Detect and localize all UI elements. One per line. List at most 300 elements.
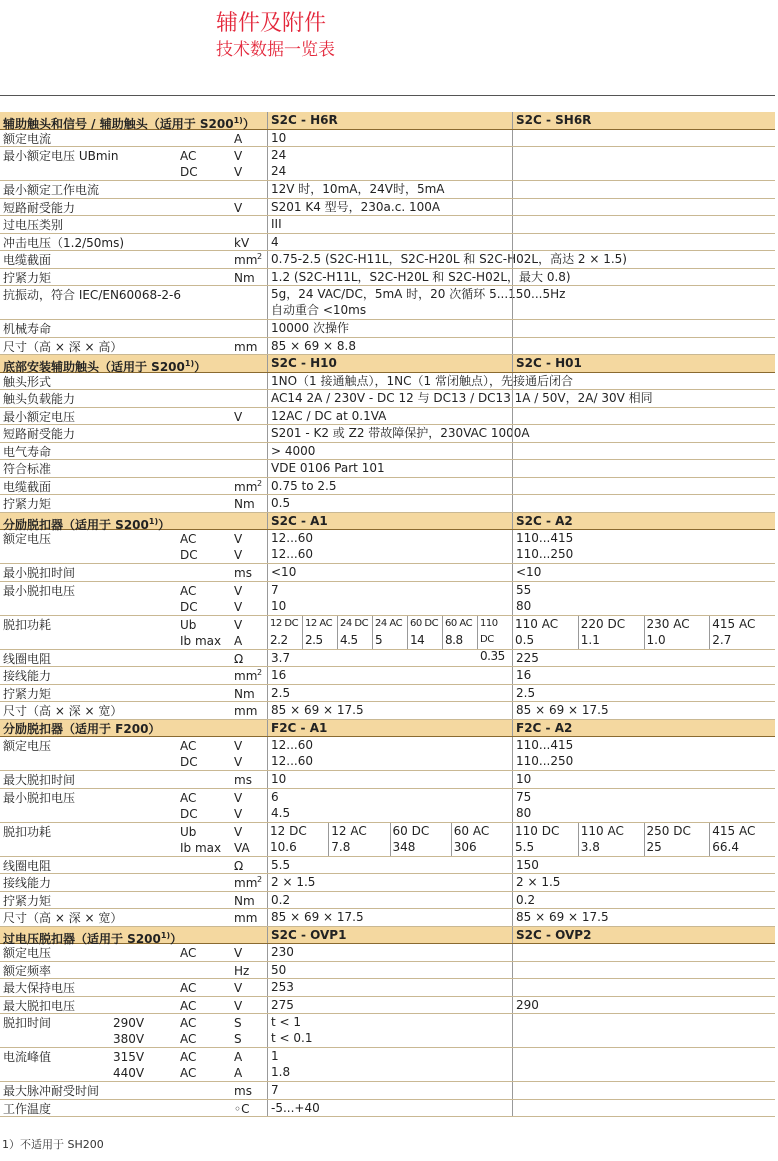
row-voltage-1: 315V — [113, 1050, 145, 1064]
value-a: 16 — [267, 667, 286, 684]
value-a-1: 12...60 — [271, 531, 313, 545]
row-label: 尺寸（高 × 深 × 宽） — [3, 704, 123, 718]
row-unit-2: V — [234, 548, 243, 562]
section-title-text: 分励脱扣器（适用于 F200） — [3, 721, 161, 736]
spec-row — [0, 269, 775, 287]
row-label: 抗振动，符合 IEC/EN60068-2-6 — [3, 288, 182, 302]
row-unit: mm — [234, 704, 258, 718]
row-unit-1: V — [234, 824, 243, 839]
value-b-2: 110...250 — [516, 754, 574, 768]
row-unit: Nm — [234, 686, 255, 701]
row-unit-2: V — [234, 806, 243, 821]
value-b — [512, 425, 516, 442]
value-a: 275 — [267, 997, 294, 1014]
value-b — [512, 269, 516, 286]
value-a: 3.7 — [267, 650, 290, 667]
row-sub-1: AC — [180, 1050, 197, 1064]
value-a: 4 — [267, 234, 279, 251]
spec-row — [0, 685, 775, 703]
value-b — [512, 234, 516, 251]
value-b: 225 — [512, 650, 539, 667]
row-sub-2: AC — [180, 1066, 197, 1080]
row-label: 拧紧力矩 — [3, 270, 52, 285]
row-label: 脱扣时间 — [3, 1016, 52, 1030]
row-unit: mm — [234, 339, 258, 354]
value-a-1: 5g，24 VAC/DC，5mA 时，20 次循环 5...150...5Hz — [271, 287, 566, 301]
value-a: 7 — [267, 1082, 279, 1099]
power-cell-header: 110 AC — [515, 616, 559, 631]
power-cell-b — [709, 823, 775, 856]
row-sub-1: Ub — [180, 824, 197, 839]
power-cell-b — [644, 823, 710, 856]
value-a: S201 - K2 或 Z2 带故障保护，230VAC 1000A — [267, 425, 530, 442]
row-label: 拧紧力矩 — [3, 497, 52, 511]
row-unit: ms — [234, 566, 252, 580]
value-a: 0.75 to 2.5 — [267, 478, 336, 495]
value-a: 5.5 — [267, 857, 290, 874]
spec-row-double — [0, 582, 775, 616]
power-cell-value: 3.8 — [580, 839, 600, 854]
spec-row — [0, 460, 775, 478]
value-a: 2.5 — [267, 685, 290, 702]
section-title — [3, 721, 160, 737]
power-cell-header: 60 AC — [453, 823, 490, 838]
spec-row — [0, 338, 775, 356]
value-b — [512, 286, 516, 319]
unit-sup: 2 — [257, 668, 263, 677]
spec-row-double — [0, 147, 775, 181]
spec-row — [0, 251, 775, 269]
value-b — [512, 130, 516, 147]
value-a: 10 — [267, 130, 286, 147]
value-b: 16 — [512, 667, 531, 684]
row-label: 尺寸（高 × 深 × 宽） — [3, 911, 123, 925]
value-b — [512, 495, 516, 512]
power-cell-header: 24 DC — [340, 617, 369, 629]
row-sub-2: DC — [180, 165, 198, 179]
row-sub-2: Ib max — [180, 840, 222, 855]
row-label: 触头负载能力 — [3, 392, 76, 406]
spec-row — [0, 944, 775, 962]
row-label: 最小脱扣电压 — [3, 583, 76, 598]
row-sub-2: Ib max — [180, 633, 222, 648]
value-a-2: 12...60 — [271, 754, 313, 768]
row-sub: AC — [180, 998, 197, 1013]
unit-sup: 2 — [257, 252, 263, 261]
value-a: 253 — [267, 979, 294, 996]
value-b: 150 — [512, 857, 539, 874]
power-cell-b — [644, 616, 710, 649]
title-line1: 辅件及附件 — [216, 11, 327, 36]
row-unit: Ω — [234, 858, 244, 873]
section-title-close: ） — [242, 117, 255, 131]
row-sub-1: AC — [180, 1016, 197, 1030]
row-unit: mm — [234, 911, 258, 925]
unit-sup: 2 — [257, 478, 263, 488]
value-a: 85 × 69 × 17.5 — [267, 909, 364, 926]
spec-row — [0, 702, 775, 720]
column-a-model: S2C - OVP1 — [267, 927, 346, 944]
power-cell-value: 14 — [410, 632, 425, 647]
row-label: 脱扣功耗 — [3, 617, 52, 632]
value-a: 10 — [267, 771, 286, 788]
section-title-text: 过电压脱扣器（适用于 S200 — [3, 931, 161, 946]
power-cell-a — [407, 616, 442, 649]
row-unit: kV — [234, 235, 250, 250]
row-label: 额定电流 — [3, 131, 52, 146]
value-b-2: 80 — [516, 598, 532, 613]
spec-row — [0, 478, 775, 496]
row-sub-2: DC — [180, 548, 198, 562]
value-a: 1NO（1 接通触点），1NC（1 常闭触点），先接通后闭合 — [267, 373, 573, 390]
spec-row — [0, 1082, 775, 1100]
row-label: 最小额定工作电流 — [3, 183, 100, 197]
row-sub-2: AC — [180, 1032, 197, 1046]
value-a: III — [267, 216, 282, 233]
value-a: AC14 2A / 230V - DC 12 与 DC13 / DC13 1A / 50V，2A/ 30V 相同 — [267, 390, 653, 407]
power-cell-header: 12 DC — [270, 823, 307, 838]
spec-row — [0, 320, 775, 338]
value-b: 2.5 — [512, 685, 535, 702]
row-label: 最小脱扣电压 — [3, 790, 76, 805]
row-label: 最小额定电压 — [3, 409, 76, 424]
value-a: 230 — [267, 944, 294, 961]
power-cell-value: 1.0 — [646, 632, 666, 647]
spec-row-double — [0, 789, 775, 823]
row-unit: Nm — [234, 497, 255, 511]
row-sub-2: DC — [180, 755, 198, 769]
value-b — [512, 737, 573, 770]
row-label: 电缆截面 — [3, 253, 52, 267]
title-line2: 技术数据一览表 — [216, 40, 335, 60]
row-unit: Hz — [234, 963, 250, 978]
row-voltage-2: 380V — [113, 1032, 145, 1046]
row-label: 过电压类别 — [3, 218, 64, 232]
power-cell-b — [709, 616, 775, 649]
row-label: 最小脱扣时间 — [3, 566, 76, 580]
column-a-model: S2C - A1 — [267, 513, 328, 530]
value-a-2: 12...60 — [271, 547, 313, 561]
row-label: 短路耐受能力 — [3, 200, 76, 215]
value-b — [512, 408, 516, 425]
row-voltage-1: 290V — [113, 1016, 145, 1030]
value-a-2: 24 — [271, 164, 287, 178]
value-b — [512, 944, 516, 961]
power-cell-value: 0.5 — [515, 632, 535, 647]
row-label: 工作温度 — [3, 1101, 52, 1116]
value-b-1: 75 — [516, 789, 532, 804]
row-label: 最小额定电压 UBmin — [3, 149, 119, 163]
value-a: 2 × 1.5 — [267, 874, 315, 891]
row-sub: AC — [180, 981, 197, 995]
section-title-text: 辅助触头和信号 / 辅助触头（适用于 S200 — [3, 117, 234, 131]
spec-row — [0, 962, 775, 980]
value-a: S201 K4 型号，230a.c. 100A — [267, 199, 440, 216]
row-unit-2: A — [234, 1066, 243, 1080]
row-label: 最大脱扣时间 — [3, 773, 76, 787]
value-a-2: t < 0.1 — [271, 1031, 313, 1045]
power-cell-header: 110 DC — [515, 823, 560, 838]
spec-row — [0, 874, 775, 892]
row-unit: V — [234, 409, 243, 424]
value-a — [267, 582, 286, 615]
spec-row — [0, 650, 775, 668]
power-cell-a — [442, 616, 477, 649]
value-b — [512, 1048, 516, 1081]
power-cell-header: 12 AC — [331, 823, 367, 838]
section-title-close: ） — [194, 360, 207, 374]
row-label: 线圈电阻 — [3, 651, 52, 666]
value-b — [512, 216, 516, 233]
spec-row — [0, 857, 775, 875]
s2-header — [0, 355, 775, 373]
value-b: 290 — [512, 997, 539, 1014]
row-unit: ms — [234, 1084, 252, 1098]
spec-row — [0, 1100, 775, 1118]
value-b-1: 110...415 — [516, 738, 574, 752]
spec-row — [0, 443, 775, 461]
row-label: 接线能力 — [3, 876, 52, 890]
spec-row — [0, 909, 775, 927]
value-a-1: 1 — [271, 1049, 279, 1063]
row-unit: mm — [234, 479, 258, 494]
row-label: 额定电压 — [3, 739, 52, 753]
power-cell-value: 348 — [392, 839, 416, 854]
column-b-model: S2C - OVP2 — [512, 927, 591, 944]
power-cell-value: 10.6 — [270, 839, 297, 854]
power-cell-header: 12 AC — [305, 617, 333, 629]
value-b-1: 110...415 — [516, 531, 574, 545]
row-label: 尺寸（高 × 深 × 高） — [3, 339, 123, 354]
spec-row — [0, 390, 775, 408]
value-a — [267, 789, 290, 822]
value-b: <10 — [512, 564, 541, 581]
row-label: 拧紧力矩 — [3, 893, 52, 908]
row-label: 电气寿命 — [3, 444, 52, 459]
spec-row — [0, 425, 775, 443]
spec-row-double — [0, 737, 775, 771]
section-title-text: 底部安装辅助触头（适用于 S200 — [3, 360, 185, 374]
power-cell-b — [512, 616, 578, 649]
power-cell-value: 25 — [646, 839, 662, 854]
value-a: 0.5 — [267, 495, 290, 512]
value-a: 85 × 69 × 8.8 — [267, 338, 356, 355]
value-b — [512, 390, 516, 407]
s1-header — [0, 112, 775, 130]
power-cell-a — [372, 616, 407, 649]
power-cell-header: 110 AC — [580, 823, 624, 838]
value-b-1: 55 — [516, 582, 532, 597]
value-b: 2 × 1.5 — [512, 874, 560, 891]
spec-row — [0, 181, 775, 199]
row-sub-2: DC — [180, 806, 198, 821]
value-a: 12AC / DC at 0.1VA — [267, 408, 386, 425]
row-unit-2: A — [234, 633, 243, 648]
value-a-1: 12...60 — [271, 738, 313, 752]
spec-row — [0, 373, 775, 391]
row-unit: V — [234, 946, 243, 960]
top-divider — [0, 95, 775, 96]
value-a: 85 × 69 × 17.5 — [267, 702, 364, 719]
s5-header — [0, 927, 775, 945]
value-a: 10000 次操作 — [267, 320, 349, 337]
row-unit-1: V — [234, 583, 243, 598]
spec-row — [0, 997, 775, 1015]
row-unit-1: A — [234, 1050, 243, 1064]
power-cell-value: 1.1 — [580, 632, 600, 647]
power-cell-b — [578, 616, 644, 649]
spec-row — [0, 216, 775, 234]
spec-row — [0, 667, 775, 685]
power-cell-a — [477, 616, 512, 663]
power-cell-value: 5.5 — [515, 839, 535, 854]
power-cell-header: 230 AC — [646, 616, 690, 631]
spec-row — [0, 892, 775, 910]
row-sub: AC — [180, 946, 197, 960]
row-label: 接线能力 — [3, 669, 52, 683]
s3-header — [0, 513, 775, 531]
value-b — [512, 962, 516, 979]
power-cell-b — [578, 823, 644, 856]
value-a — [267, 147, 286, 180]
row-unit-1: V — [234, 617, 243, 632]
value-a: <10 — [267, 564, 296, 581]
row-unit-2: V — [234, 755, 243, 769]
spec-row — [0, 771, 775, 789]
footnote-ref: 1) — [160, 930, 171, 940]
power-cell-value: 4.5 — [340, 632, 358, 647]
power-cell-a — [267, 823, 328, 856]
spec-row-double — [0, 286, 775, 320]
power-cell-b — [512, 823, 578, 856]
column-b-model: S2C - H01 — [512, 355, 582, 372]
power-row — [0, 823, 775, 857]
row-label: 符合标准 — [3, 462, 52, 476]
row-label: 触头形式 — [3, 374, 52, 389]
value-b — [512, 478, 516, 495]
value-a-2: 自动重合 <10ms — [271, 303, 367, 317]
value-b: 10 — [512, 771, 531, 788]
value-a — [267, 1014, 312, 1047]
value-b — [512, 582, 531, 615]
spec-row — [0, 408, 775, 426]
row-label: 最大保持电压 — [3, 981, 76, 995]
row-label: 脱扣功耗 — [3, 824, 52, 839]
spec-row — [0, 199, 775, 217]
value-b: 0.2 — [512, 892, 535, 909]
power-cell-header: 24 AC — [375, 617, 403, 629]
value-a: 0.2 — [267, 892, 290, 909]
row-unit: ms — [234, 773, 252, 787]
value-b — [512, 789, 531, 822]
spec-row — [0, 564, 775, 582]
value-b — [512, 181, 516, 198]
row-unit-2: V — [234, 165, 243, 179]
column-a-model: S2C - H6R — [267, 112, 338, 129]
power-cell-value: 5 — [375, 632, 383, 647]
row-unit-2: VA — [234, 840, 250, 855]
power-cell-value: 66.4 — [712, 839, 739, 854]
value-b — [512, 251, 516, 268]
section-title-close: ） — [170, 931, 183, 946]
value-a — [267, 1048, 290, 1081]
row-unit: V — [234, 200, 243, 215]
power-cell-header: 415 AC — [712, 823, 756, 838]
value-b — [512, 199, 516, 216]
value-a-1: t < 1 — [271, 1015, 302, 1029]
value-a: -5...+40 — [267, 1100, 320, 1117]
row-unit: V — [234, 981, 243, 995]
row-label: 冲击电压（1.2/50ms) — [3, 235, 125, 250]
spec-row — [0, 130, 775, 148]
row-label: 拧紧力矩 — [3, 686, 52, 701]
power-cell-a — [267, 616, 302, 649]
row-unit-1: V — [234, 149, 243, 163]
power-cell-a — [302, 616, 337, 649]
row-voltage-2: 440V — [113, 1066, 145, 1080]
value-b — [512, 979, 516, 996]
power-cell-header: 220 DC — [580, 616, 626, 631]
value-a-2: 10 — [271, 598, 287, 613]
power-cell-value: 0.35 — [480, 648, 505, 663]
value-b — [512, 338, 516, 355]
value-a-1: 6 — [271, 789, 279, 804]
row-unit: Ω — [234, 651, 244, 666]
row-unit: mm — [234, 253, 258, 267]
row-unit: A — [234, 131, 243, 146]
power-cell-value: 2.7 — [712, 632, 732, 647]
value-b — [512, 1100, 516, 1117]
power-cell-header: 250 DC — [646, 823, 691, 838]
value-a: 1.2 (S2C-H11L，S2C-H20L 和 S2C-H02L，最大 0.8) — [267, 269, 571, 286]
footnote-ref: 1) — [233, 116, 243, 125]
row-label: 额定电压 — [3, 946, 52, 960]
section-title-text: 分励脱扣器（适用于 S200 — [3, 517, 149, 532]
value-a — [267, 286, 565, 319]
row-unit-1: S — [234, 1016, 242, 1030]
power-cell-value: 2.5 — [305, 632, 323, 647]
row-unit-2: S — [234, 1032, 242, 1046]
power-cell-value: 2.2 — [270, 632, 288, 647]
power-cell-value: 8.8 — [445, 632, 463, 647]
value-a: 0.75-2.5 (S2C-H11L，S2C-H20L 和 S2C-H02L，高达 2 × 1.5) — [267, 251, 627, 268]
column-a-model: F2C - A1 — [267, 720, 327, 737]
value-b — [512, 460, 516, 477]
column-b-model: S2C - A2 — [512, 513, 573, 530]
row-sub-1: Ub — [180, 617, 197, 632]
value-b-2: 110...250 — [516, 547, 574, 561]
column-b-model: S2C - SH6R — [512, 112, 591, 129]
row-unit: V — [234, 998, 243, 1013]
value-a-1: 24 — [271, 148, 287, 162]
row-sub-2: DC — [180, 599, 198, 614]
row-label: 最大脱扣电压 — [3, 998, 76, 1013]
power-cell-a — [451, 823, 512, 856]
row-label: 额定频率 — [3, 963, 52, 978]
spec-row-double — [0, 1048, 775, 1082]
s4-header — [0, 720, 775, 738]
value-b — [512, 373, 516, 390]
value-b — [512, 320, 516, 337]
row-unit: ◦C — [234, 1101, 250, 1116]
row-label: 电流峰值 — [3, 1050, 52, 1064]
power-cell-header: 12 DC — [270, 617, 299, 629]
row-unit-2: V — [234, 599, 243, 614]
footnote: 1）不适用于 SH200 — [2, 1138, 104, 1151]
value-b — [512, 443, 516, 460]
value-a-2: 1.8 — [271, 1065, 291, 1079]
section-title-close: ） — [158, 517, 171, 532]
